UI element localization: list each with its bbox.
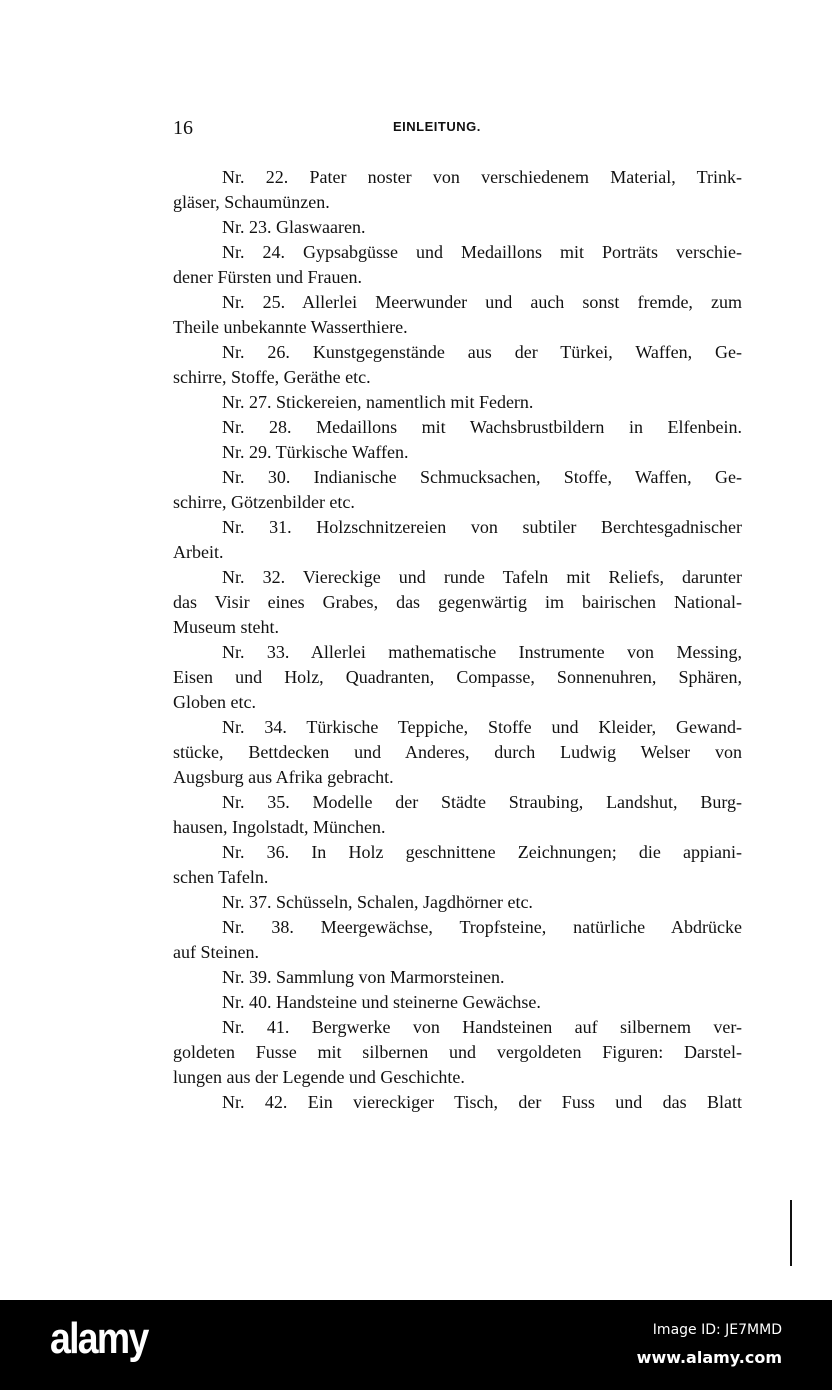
text-line: Globen etc. xyxy=(173,692,256,712)
text-line: Nr. 35. Modelle der Städte Straubing, Landshut, Burg- xyxy=(222,792,742,812)
text-line: Nr. 24. Gypsabgüsse und Medaillons mit Porträts verschie- xyxy=(222,242,742,262)
text-line: Nr. 29. Türkische Waffen. xyxy=(222,442,409,462)
page-number: 16 xyxy=(173,117,193,139)
text-line: Nr. 34. Türkische Teppiche, Stoffe und Kleider, Gewand- xyxy=(222,717,742,737)
text-line: Nr. 30. Indianische Schmucksachen, Stoffe, Waffen, Ge- xyxy=(222,467,742,487)
text-line: Eisen und Holz, Quadranten, Compasse, Sonnenuhren, Sphären, xyxy=(173,667,742,687)
text-line: gläser, Schaumünzen. xyxy=(173,192,330,212)
text-line: Nr. 28. Medaillons mit Wachsbrustbildern in Elfenbein. xyxy=(222,417,742,437)
text-line: Nr. 36. In Holz geschnittene Zeichnungen; die appiani- xyxy=(222,842,742,862)
text-line: goldeten Fusse mit silbernen und vergoldeten Figuren: Darstel- xyxy=(173,1042,742,1062)
text-line: hausen, Ingolstadt, München. xyxy=(173,817,386,837)
text-line: dener Fürsten und Frauen. xyxy=(173,267,362,287)
text-line: Nr. 42. Ein viereckiger Tisch, der Fuss und das Blatt xyxy=(222,1092,742,1112)
site-url: www.alamy.com xyxy=(636,1348,782,1367)
text-line: Nr. 37. Schüsseln, Schalen, Jagdhörner etc. xyxy=(222,892,533,912)
watermark-footer xyxy=(0,1300,832,1390)
text-line: Nr. 41. Bergwerke von Handsteinen auf silbernem ver- xyxy=(222,1017,742,1037)
text-line: Nr. 39. Sammlung von Marmorsteinen. xyxy=(222,967,505,987)
text-line: Augsburg aus Afrika gebracht. xyxy=(173,767,394,787)
text-line: lungen aus der Legende und Geschichte. xyxy=(173,1067,465,1087)
text-line: Museum steht. xyxy=(173,617,279,637)
text-line: Nr. 27. Stickereien, namentlich mit Federn. xyxy=(222,392,534,412)
alamy-logo: alamy xyxy=(50,1314,148,1363)
text-line: Nr. 26. Kunstgegenstände aus der Türkei, Waffen, Ge- xyxy=(222,342,742,362)
text-line: Nr. 23. Glaswaaren. xyxy=(222,217,366,237)
text-line: auf Steinen. xyxy=(173,942,259,962)
text-line: Nr. 25. Allerlei Meerwunder und auch sonst fremde, zum xyxy=(222,292,742,312)
text-line: schirre, Götzenbilder etc. xyxy=(173,492,355,512)
running-title: EINLEITUNG. xyxy=(393,119,481,134)
text-line: Nr. 33. Allerlei mathematische Instrumente von Messing, xyxy=(222,642,742,662)
text-line: das Visir eines Grabes, das gegenwärtig im bairischen National- xyxy=(173,592,742,612)
text-line: Nr. 32. Viereckige und runde Tafeln mit Reliefs, darunter xyxy=(222,567,742,587)
image-id: Image ID: JE7MMD xyxy=(652,1322,782,1338)
text-line: Nr. 40. Handsteine und steinerne Gewächse. xyxy=(222,992,541,1012)
scan-edge-line xyxy=(790,1200,792,1266)
text-line: stücke, Bettdecken und Anderes, durch Ludwig Welser von xyxy=(173,742,742,762)
page-body xyxy=(173,165,742,1115)
text-line: schen Tafeln. xyxy=(173,867,269,887)
text-line: schirre, Stoffe, Geräthe etc. xyxy=(173,367,371,387)
text-line: Nr. 31. Holzschnitzereien von subtiler Berchtesgadnischer xyxy=(222,517,742,537)
text-line: Theile unbekannte Wasserthiere. xyxy=(173,317,408,337)
text-line: Nr. 38. Meergewächse, Tropfsteine, natürliche Abdrücke xyxy=(222,917,742,937)
text-line: Arbeit. xyxy=(173,542,224,562)
text-line: Nr. 22. Pater noster von verschiedenem Material, Trink- xyxy=(222,167,742,187)
